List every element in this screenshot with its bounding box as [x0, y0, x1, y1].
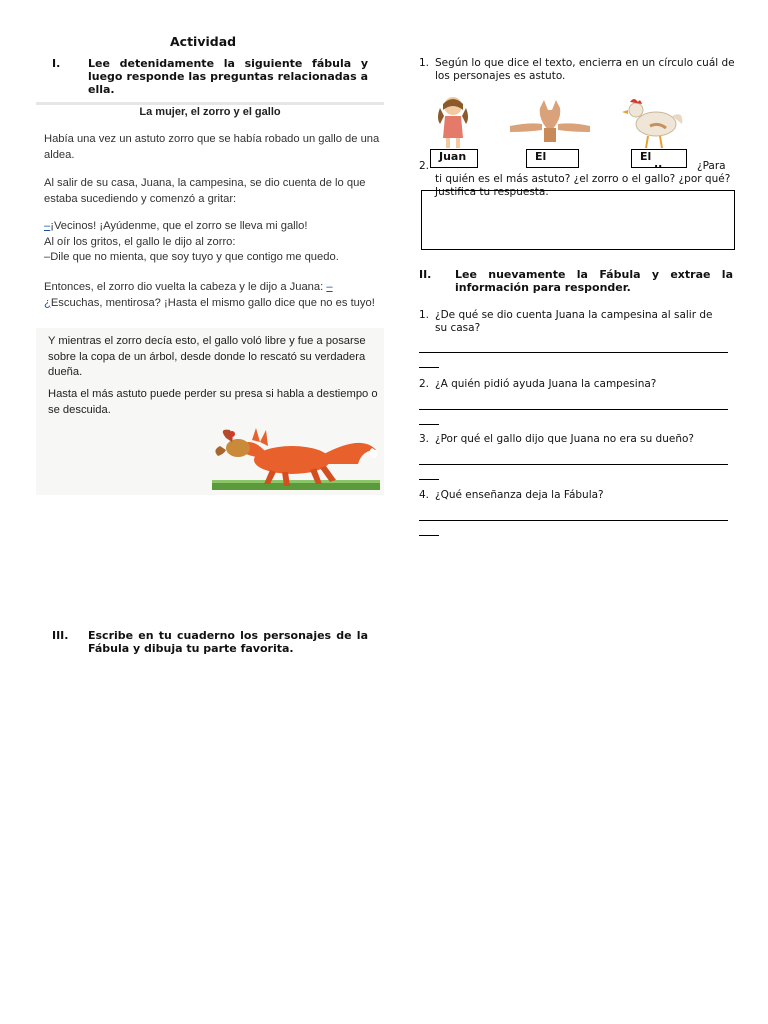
answer-line-3-cont[interactable]: [419, 479, 439, 480]
question-2-tail: ¿Para: [697, 160, 726, 172]
label-box-gallo-dots: ..: [654, 157, 663, 170]
section-2-question-3-text: ¿Por qué el gallo dijo que Juana no era su dueño?: [435, 433, 694, 445]
section-1-instruction: [52, 57, 368, 99]
label-box-zorro: El: [526, 149, 579, 168]
answer-line-4[interactable]: [419, 520, 728, 521]
section-3-number: III.: [52, 629, 69, 642]
section-2-question-3: [419, 433, 729, 447]
section-2-question-1: [419, 309, 729, 337]
fable-paragraph-3: [44, 219, 384, 266]
fable-vecinos-text: ¡Vecinos! ¡Ayúdenme, que el zorro se lleva mi gallo!: [50, 220, 308, 232]
fable-title: La mujer, el zorro y el gallo: [139, 106, 281, 118]
section-2-question-3-number: 3.: [419, 433, 430, 445]
page-title: Actividad: [170, 34, 237, 49]
answer-line-1-cont[interactable]: [419, 367, 439, 368]
hen-illustration: [622, 96, 686, 150]
fable-dash-link: –: [44, 220, 51, 232]
section-2-instruction: [419, 268, 733, 296]
fable-paragraph-6: Hasta el más astuto puede perder su presa si habla a destiempo o se descuida.: [48, 388, 378, 416]
fable-line-gritos: Al oír los gritos, el gallo le dijo al zorro:: [44, 235, 236, 248]
section-2-number: II.: [419, 268, 432, 281]
fable-paragraph-1: Había una vez un astuto zorro que se había robado un gallo de una aldea.: [44, 133, 380, 161]
question-2-answer-box[interactable]: [421, 190, 735, 250]
question-2-text: ti quién es el más astuto? ¿el zorro o el gallo? ¿por qué? Justifica tu respuesta.: [435, 173, 731, 198]
section-2-question-2: [419, 378, 729, 392]
section-2-question-4: [419, 489, 729, 503]
section-2-question-4-number: 4.: [419, 489, 430, 501]
section-2-text: Lee nuevamente la Fábula y extrae la información para responder.: [455, 268, 733, 294]
answer-line-4-cont[interactable]: [419, 535, 439, 536]
fable-question-mark-link: ¿: [44, 296, 51, 309]
fox-character-illustration: [510, 100, 590, 142]
fable-escuchas-text: Escuchas, mentirosa? ¡Hasta el mismo gallo dice que no es tuyo!: [50, 296, 375, 309]
fable-top-rule: [36, 102, 384, 105]
fable-line-dile: –Dile que no mienta, que soy tuyo y que contigo me quedo.: [44, 251, 339, 263]
fox-body: [254, 446, 330, 474]
fox-tail: [324, 443, 376, 464]
fable-dash-link-2: –: [326, 281, 333, 293]
question-2-number: 2.: [419, 160, 430, 172]
label-box-gallo: [631, 149, 687, 168]
section-1-number: I.: [52, 57, 61, 70]
answer-line-1[interactable]: [419, 352, 728, 353]
label-box-gallo-text: El: [640, 150, 652, 163]
question-1-text: Según lo que dice el texto, encierra en un círculo cuál de los personajes es astuto.: [435, 57, 735, 82]
fable-paragraph-4: [44, 280, 384, 311]
fable-line-vecinos: [44, 219, 384, 235]
section-2-question-1-number: 1.: [419, 309, 430, 321]
question-1: [419, 57, 739, 85]
question-1-number: 1.: [419, 57, 430, 69]
girl-illustration: [432, 94, 474, 150]
section-2-question-4-text: ¿Qué enseñanza deja la Fábula?: [435, 489, 604, 501]
answer-line-2-cont[interactable]: [419, 424, 439, 425]
fable-paragraph-5: Y mientras el zorro decía esto, el gallo voló libre y fue a posarse sobre la copa de un árbol, desde donde lo rescató su verdadera dueña.: [48, 335, 366, 378]
label-box-juan: Juan: [430, 149, 478, 168]
section-2-question-1-text: ¿De qué se dio cuenta Juana la campesina al salir de su casa?: [435, 309, 713, 334]
fable-entonces-text: Entonces, el zorro dio vuelta la cabeza y le dijo a Juana:: [44, 281, 327, 293]
section-3-instruction: [52, 629, 368, 657]
rooster: [226, 439, 250, 457]
grass-strip: [212, 482, 380, 490]
section-1-text: Lee detenidamente la siguiente fábula y luego responde las preguntas relacionadas a ella.: [88, 57, 368, 96]
fable-panel: [36, 100, 384, 495]
fox-rooster-illustration: [212, 420, 382, 494]
answer-line-3[interactable]: [419, 464, 728, 465]
answer-line-2[interactable]: [419, 409, 728, 410]
section-2-question-2-text: ¿A quién pidió ayuda Juana la campesina?: [435, 378, 657, 390]
fable-paragraph-2: Al salir de su casa, Juana, la campesina, se dio cuenta de lo que estaba sucediendo y comenzó a gritar:: [44, 177, 366, 205]
section-3-text: Escribe en tu cuaderno los personajes de la Fábula y dibuja tu parte favorita.: [88, 629, 368, 655]
section-2-question-2-number: 2.: [419, 378, 430, 390]
